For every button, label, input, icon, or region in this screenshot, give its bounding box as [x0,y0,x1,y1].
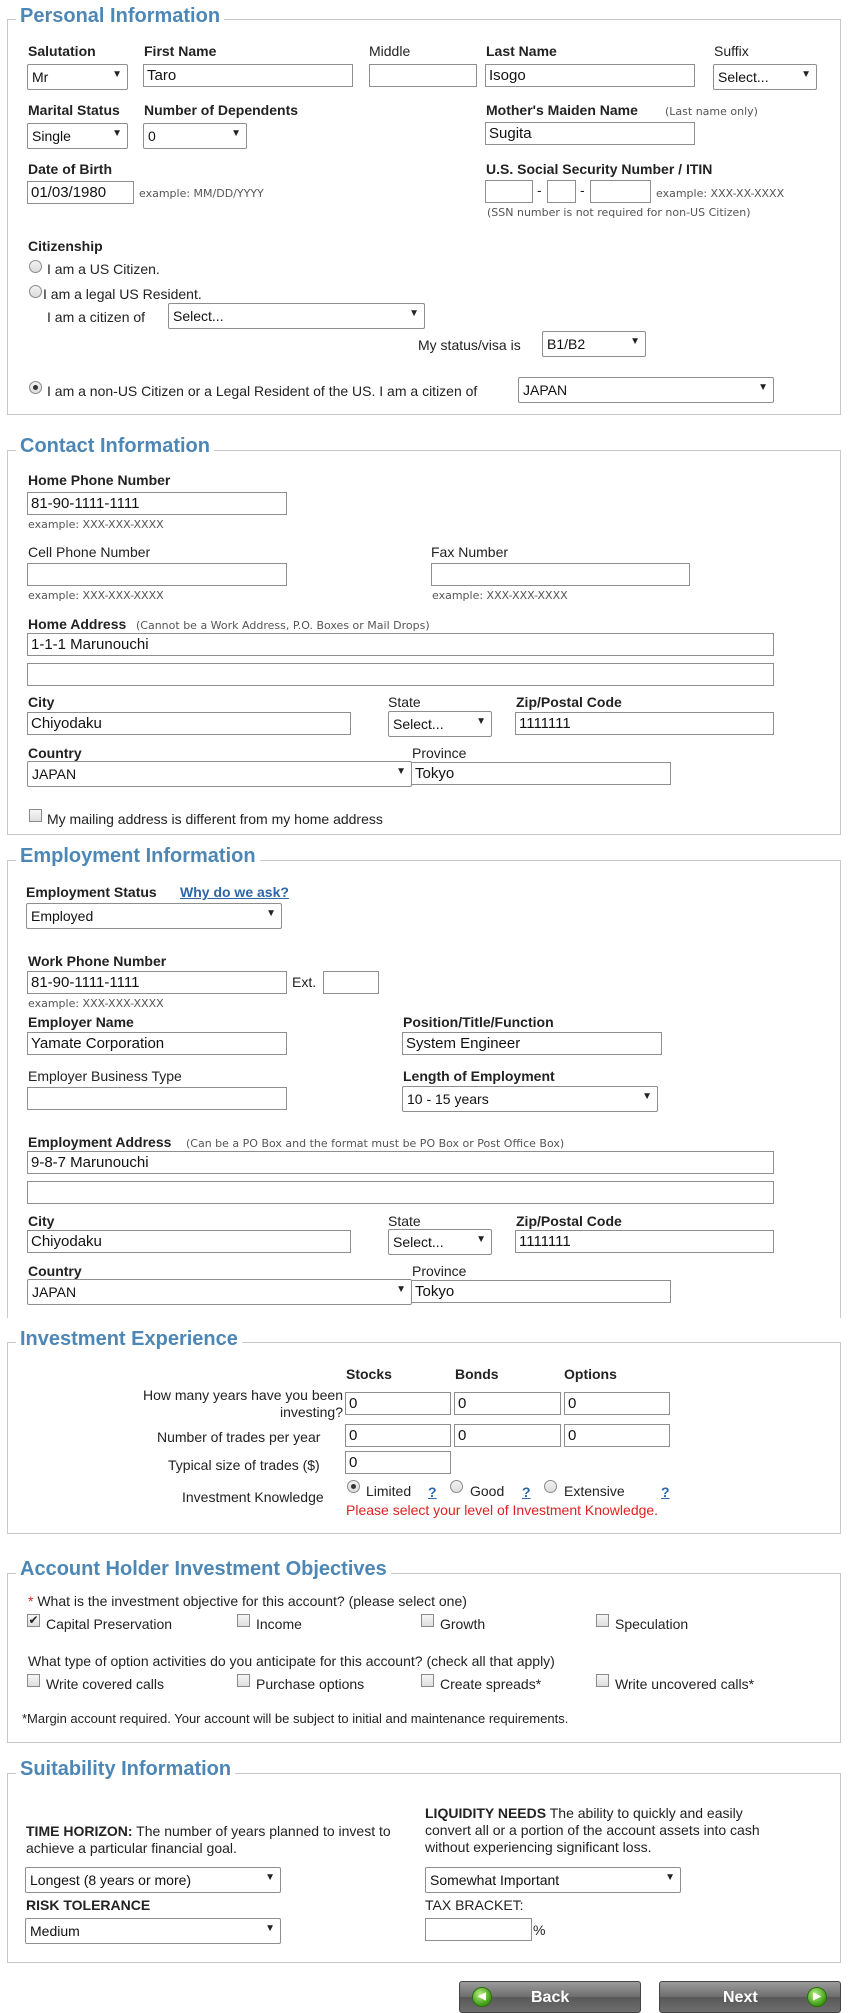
knowledge-limited-radio[interactable] [347,1480,360,1493]
trade-size-input[interactable]: 0 [345,1451,451,1474]
zip-input[interactable]: 1111111 [515,712,774,735]
cell-phone-label: Cell Phone Number [28,544,151,560]
suffix-select[interactable]: Select... ▼ [713,64,817,90]
ssn-hint: example: XXX-XX-XXXX [656,187,785,200]
ssn-part2-input[interactable] [547,180,576,203]
knowledge-good-radio[interactable] [450,1480,463,1493]
experience-legend: Investment Experience [16,1328,242,1351]
home-address-line1-input[interactable]: 1-1-1 Marunouchi [27,633,774,656]
time-horizon-description: TIME HORIZON: The number of years planned to invest to achieve a particular financial goal. [26,1823,391,1856]
speculation-label: Speculation [615,1616,689,1632]
chevron-down-icon: ▼ [801,69,811,80]
ssn-dash: - [580,182,585,198]
dob-label: Date of Birth [28,161,112,177]
trades-per-year-label: Number of trades per year [157,1429,321,1445]
chevron-down-icon: ▼ [758,382,768,393]
employment-province-input[interactable]: Tokyo [411,1280,671,1303]
tax-bracket-input[interactable] [425,1918,532,1941]
knowledge-extensive-help-link[interactable]: ? [661,1484,670,1500]
stocks-column-header: Stocks [346,1366,392,1382]
purchase-options-checkbox[interactable] [237,1674,250,1687]
option-activities-question: What type of option activities do you anticipate for this account? (check all that apply) [28,1653,555,1669]
cell-phone-input[interactable] [27,563,287,586]
chevron-down-icon: ▼ [112,128,122,139]
employment-legend: Employment Information [16,845,260,868]
citizen-of-select[interactable]: Select... ▼ [168,303,425,329]
salutation-label: Salutation [28,43,96,59]
trade-size-label: Typical size of trades ($) [168,1457,320,1473]
employment-country-label: Country [28,1263,82,1279]
home-phone-label: Home Phone Number [28,472,171,488]
growth-checkbox[interactable] [421,1614,434,1627]
liquidity-needs-select[interactable]: Somewhat Important ▼ [425,1867,681,1893]
chevron-down-icon: ▼ [409,308,419,319]
last-name-input[interactable]: Isogo [485,64,695,87]
income-checkbox[interactable] [237,1614,250,1627]
chevron-down-icon: ▼ [112,69,122,80]
bonds-column-header: Bonds [455,1366,499,1382]
ssn-label: U.S. Social Security Number / ITIN [486,161,713,177]
dependents-select[interactable]: 0 ▼ [143,123,247,149]
income-label: Income [256,1616,302,1632]
maiden-name-label: Mother's Maiden Name [486,102,638,118]
growth-label: Growth [440,1616,486,1632]
years-options-input[interactable]: 0 [564,1392,670,1415]
non-us-citizen-label: I am a non-US Citizen or a Legal Resident of the US. I am a citizen of [47,383,478,399]
ext-input[interactable] [323,971,379,994]
city-input[interactable]: Chiyodaku [27,712,351,735]
work-phone-input[interactable]: 81-90-1111-1111 [27,971,287,994]
home-address-line2-input[interactable] [27,663,774,686]
knowledge-limited-label: Limited [366,1483,412,1499]
covered-calls-checkbox[interactable] [27,1674,40,1687]
employer-name-label: Employer Name [28,1014,134,1030]
work-phone-label: Work Phone Number [28,953,167,969]
uncovered-calls-label: Write uncovered calls* [615,1676,755,1692]
legal-resident-label: I am a legal US Resident. [43,286,202,302]
province-label: Province [412,745,467,761]
knowledge-extensive-radio[interactable] [544,1480,557,1493]
business-type-label: Employer Business Type [28,1068,182,1084]
knowledge-extensive-label: Extensive [564,1483,625,1499]
speculation-checkbox[interactable] [596,1614,609,1627]
position-input[interactable]: System Engineer [402,1032,662,1055]
trades-options-input[interactable]: 0 [564,1424,670,1447]
employer-name-input[interactable]: Yamate Corporation [27,1032,287,1055]
us-citizen-radio[interactable] [29,260,42,273]
knowledge-error-message: Please select your level of Investment Knowledge. [346,1502,659,1518]
personal-legend: Personal Information [16,5,224,28]
legal-resident-radio[interactable] [29,285,42,298]
ext-label: Ext. [292,974,317,990]
chevron-down-icon: ▼ [265,1923,275,1934]
chevron-down-icon: ▼ [642,1091,652,1102]
length-of-employment-select[interactable]: 10 - 15 years ▼ [402,1086,658,1112]
contact-legend: Contact Information [16,435,214,458]
fax-label: Fax Number [431,544,509,560]
visa-select[interactable]: B1/B2 ▼ [542,331,646,357]
covered-calls-label: Write covered calls [46,1676,165,1692]
chevron-down-icon: ▼ [266,908,276,919]
years-investing-label: How many years have you been investing? [143,1387,343,1420]
employment-state-label: State [388,1213,421,1229]
trades-bonds-input[interactable]: 0 [454,1424,561,1447]
marital-status-label: Marital Status [28,102,120,118]
chevron-down-icon: ▼ [265,1872,275,1883]
employment-address-line2-input[interactable] [27,1181,774,1204]
state-label: State [388,694,421,710]
dob-input[interactable]: 01/03/1980 [27,181,134,204]
fax-hint: example: XXX-XXX-XXXX [432,589,568,602]
tax-bracket-label: TAX BRACKET: [425,1897,524,1913]
ssn-part3-input[interactable] [590,180,651,203]
citizen-of-label: I am a citizen of [47,309,146,325]
next-button[interactable]: Next ▶ [659,1981,841,2013]
trades-stocks-input[interactable]: 0 [345,1424,451,1447]
chevron-down-icon: ▼ [630,336,640,347]
home-phone-hint: example: XXX-XXX-XXXX [28,518,164,531]
knowledge-good-label: Good [470,1483,505,1499]
country-select[interactable]: JAPAN ▼ [27,761,412,787]
last-name-label: Last Name [486,43,557,59]
citizenship-label: Citizenship [28,238,103,254]
margin-note: *Margin account required. Your account will be subject to initial and maintenance requirements. [22,1711,569,1726]
required-asterisk: * [28,1593,34,1609]
knowledge-good-help-link[interactable]: ? [522,1484,531,1500]
employment-country-select[interactable]: JAPAN ▼ [27,1279,412,1305]
work-phone-hint: example: XXX-XXX-XXXX [28,997,164,1010]
chevron-down-icon: ▼ [665,1872,675,1883]
dependents-label: Number of Dependents [144,102,299,118]
employment-state-select[interactable]: Select... ▼ [388,1229,492,1255]
risk-tolerance-label: RISK TOLERANCE [26,1897,151,1913]
employment-province-label: Province [412,1263,467,1279]
ssn-dash: - [537,182,542,198]
suitability-legend: Suitability Information [16,1758,235,1781]
employment-address-line1-input[interactable]: 9-8-7 Marunouchi [27,1151,774,1174]
employment-city-input[interactable]: Chiyodaku [27,1230,351,1253]
knowledge-label: Investment Knowledge [182,1489,324,1505]
maiden-name-hint: (Last name only) [665,105,758,118]
salutation-select[interactable]: Mr ▼ [27,64,128,90]
home-phone-input[interactable]: 81-90-1111-1111 [27,492,287,515]
chevron-down-icon: ▼ [231,128,241,139]
years-bonds-input[interactable]: 0 [454,1392,561,1415]
employment-status-select[interactable]: Employed ▼ [26,903,282,929]
non-us-country-select[interactable]: JAPAN ▼ [518,377,774,403]
home-address-hint: (Cannot be a Work Address, P.O. Boxes or Mail Drops) [136,619,430,632]
create-spreads-label: Create spreads* [440,1676,542,1692]
mailing-different-label: My mailing address is different from my home address [47,811,383,827]
time-horizon-select[interactable]: Longest (8 years or more) ▼ [25,1867,281,1893]
us-citizen-label: I am a US Citizen. [47,261,160,277]
home-address-label: Home Address [28,616,127,632]
ssn-part1-input[interactable] [485,180,533,203]
purchase-options-label: Purchase options [256,1676,365,1692]
middle-name-input[interactable] [369,64,477,87]
position-label: Position/Title/Function [403,1014,554,1030]
chevron-down-icon: ▼ [396,1284,406,1295]
mailing-different-checkbox[interactable] [29,809,42,822]
non-us-citizen-radio[interactable] [29,381,42,394]
length-of-employment-label: Length of Employment [403,1068,555,1084]
percent-sign: % [533,1922,546,1938]
state-select[interactable]: Select... ▼ [388,711,492,737]
ssn-note: (SSN number is not required for non-US Citizen) [487,206,751,219]
create-spreads-checkbox[interactable] [421,1674,434,1687]
years-stocks-input[interactable]: 0 [345,1392,451,1415]
fax-input[interactable] [431,563,690,586]
city-label: City [28,694,55,710]
employment-zip-input[interactable]: 1111111 [515,1230,774,1253]
employment-city-label: City [28,1213,55,1229]
province-input[interactable]: Tokyo [411,762,671,785]
chevron-down-icon: ▼ [476,716,486,727]
dob-hint: example: MM/DD/YYYY [139,187,264,200]
back-button[interactable]: ◀ Back [459,1981,641,2013]
arrow-right-icon: ▶ [807,1987,827,2007]
chevron-down-icon: ▼ [476,1234,486,1245]
employment-zip-label: Zip/Postal Code [516,1213,622,1229]
knowledge-limited-help-link[interactable]: ? [428,1484,437,1500]
country-label: Country [28,745,82,761]
employment-address-label: Employment Address [28,1134,172,1150]
first-name-input[interactable]: Taro [143,64,353,87]
maiden-name-input[interactable]: Sugita [485,122,695,145]
middle-name-label: Middle [369,43,411,59]
uncovered-calls-checkbox[interactable] [596,1674,609,1687]
visa-label: My status/visa is [418,337,521,353]
capital-preservation-checkbox[interactable]: ✔ [28,1613,39,1627]
liquidity-needs-description: LIQUIDITY NEEDS The ability to quickly and easily convert all or a portion of the account assets into cash without experiencing significant loss. [425,1805,760,1855]
cell-phone-hint: example: XXX-XXX-XXXX [28,589,164,602]
employment-address-hint: (Can be a PO Box and the format must be PO Box or Post Office Box) [186,1137,565,1150]
arrow-left-icon: ◀ [472,1987,492,2007]
objectives-legend: Account Holder Investment Objectives [16,1558,391,1581]
employment-status-label: Employment Status [26,884,157,900]
zip-label: Zip/Postal Code [516,694,622,710]
suffix-label: Suffix [714,43,749,59]
chevron-down-icon: ▼ [396,766,406,777]
business-type-input[interactable] [27,1087,287,1110]
marital-status-select[interactable]: Single ▼ [27,123,128,149]
options-column-header: Options [564,1366,617,1382]
risk-tolerance-select[interactable]: Medium ▼ [25,1918,281,1944]
objective-question: * What is the investment objective for this account? (please select one) [28,1593,467,1609]
capital-preservation-label: Capital Preservation [46,1616,173,1632]
why-do-we-ask-link[interactable]: Why do we ask? [180,884,289,900]
first-name-label: First Name [144,43,217,59]
